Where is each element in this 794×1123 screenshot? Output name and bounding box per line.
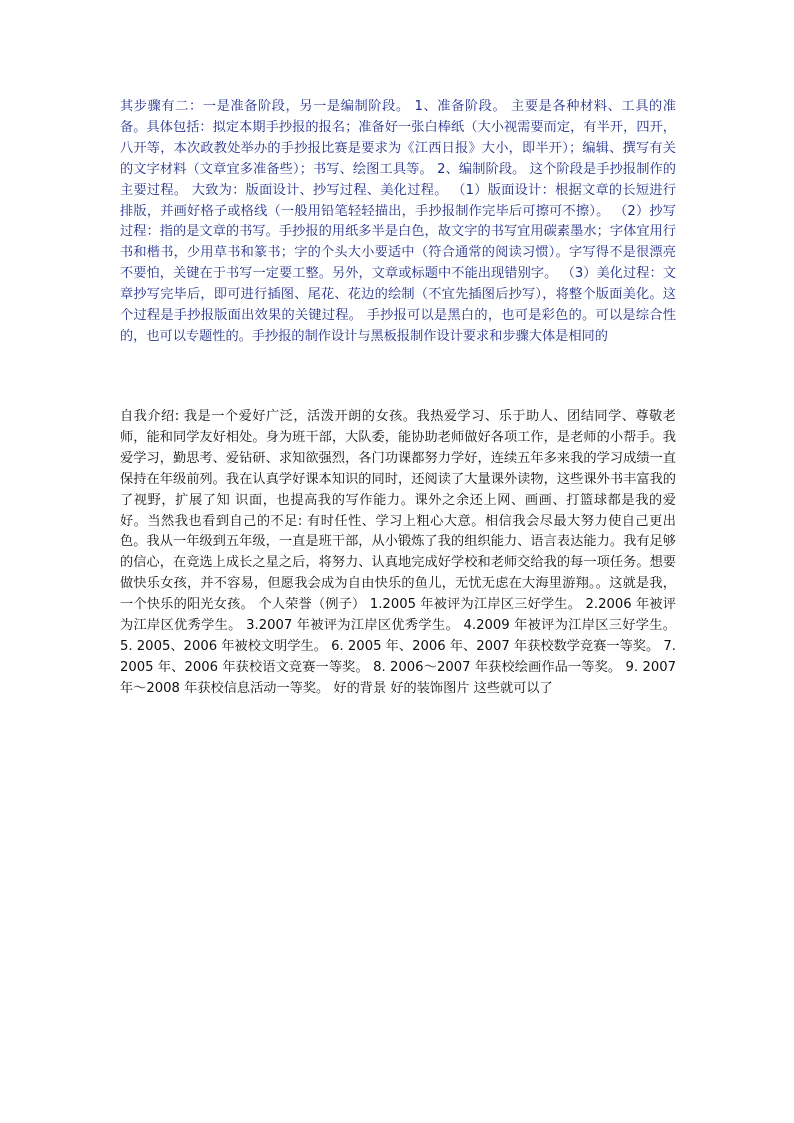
paragraph-self-introduction: 自我介绍: 我是一个爱好广泛，活泼开朗的女孩。我热爱学习、乐于助人、团结同学、尊敬老师，能和同学友好相处。身为班干部，大队委，能协助老师做好各项工作，是老师的小帮手。我爱学习，勤思考、爱钻研、求知欲强烈，各门功课都努力学好，连续五年多来我的学习成绩一直保持在年级前列。我在认真学好课本知识的同时，还阅读了大量课外读物，这些课外书丰富我的了视野，扩展了知 识面，也提高我的写作能力。课外之余还上网、画画、打篮球都是我的爱好。当然我也看到自己的不足: 有时任性、学习上粗心大意。相信我会尽最大努力使自己更出色。我从一年级到五年级，一直是班干部，从小锻炼了我的组织能力、语言表达能力。我有足够的信心，在竞选上成长之星之后，将努力、认真地完成好学校和老师交给我的每一项任务。想要做快乐女孩，并不容易，但愿我会成为自由快乐的鱼儿，无忧无虑在大海里游翔。。这就是我，一个快乐的阳光女孩。 个人荣誉（例子） 1.2005 年被评为江岸区三好学生。 2.2006 年被评为江岸区优秀学生。 3.2007 年被评为江岸区优秀学生。 4.2009 年被评为江岸区三好学生。 5. 2005、2006 年被校文明学生。 6. 2005 年、2006 年、2007 年获校数学竞赛一等奖。 7. 2005 年、2006 年获校语文竞赛一等奖。 8. 2006～2007 年获校绘画作品一等奖。 9. 2007 年～2008 年获校信息活动一等奖。 好的背景 好的装饰图片 这些就可以了 bbox=[120, 409, 676, 696]
paragraph-production-steps: 其步骤有二：一是准备阶段，另一是编制阶段。 1、准备阶段。 主要是各种材料、工具的准备。具体包括：拟定本期手抄报的报名；准备好一张白棒纸（大小视需要而定，有半开，四开，八开等，本次政教处举办的手抄报比赛是要求为《江西日报》大小，即半开）；编辑、撰写有关的文字材料（文章宜多准备些）；书写、绘图工具等。 2、编制阶段。 这个阶段是手抄报制作的主要过程。 大致为：版面设计、抄写过程、美化过程。 （1）版面设计：根据文章的长短进行排版，并画好格子或格线（一般用铅笔轻轻描出，手抄报制作完毕后可擦可不擦）。 （2）抄写过程：指的是文章的书写。手抄报的用纸多半是白色，故文字的书写宜用碳素墨水；字体宜用行书和楷书，少用草书和篆书；字的个头大小要适中（符合通常的阅读习惯）。字写得不是很漂亮不要怕，关键在于书写一定要工整。另外，文章或标题中不能出现错别字。 （3）美化过程：文章抄写完毕后，即可进行插图、尾花、花边的绘制（不宜先插图后抄写），将整个版面美化。这个过程是手抄报版面出效果的关键过程。 手抄报可以是黑白的，也可是彩色的。可以是综合性的，也可以专题性的。手抄报的制作设计与黑板报制作设计要求和步骤大体是相同的 bbox=[120, 99, 676, 344]
